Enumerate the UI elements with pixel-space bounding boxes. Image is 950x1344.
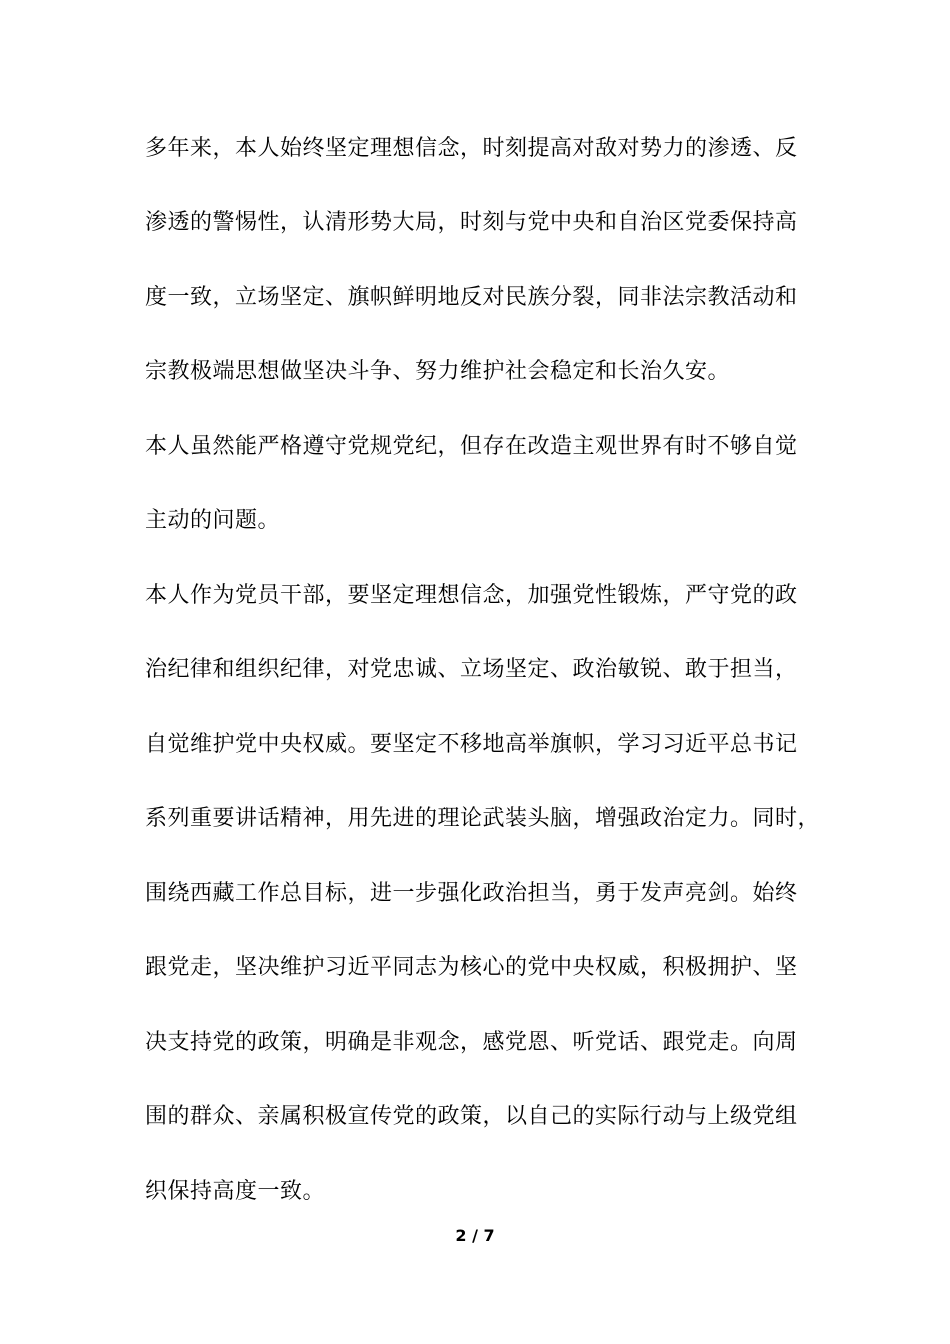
text-line: 度一致，立场坚定、旗帜鲜明地反对民族分裂，同非法宗教活动和 <box>145 285 798 310</box>
text-line: 宗教极端思想做坚决斗争、努力维护社会稳定和长治久安。 <box>145 359 731 384</box>
text-line: 围绕西藏工作总目标，进一步强化政治担当，勇于发声亮剑。始终 <box>145 881 798 906</box>
text-line: 本人作为党员干部，要坚定理想信念，加强党性锻炼，严守党的政 <box>145 583 798 608</box>
text-line: 本人虽然能严格遵守党规党纪，但存在改造主观世界有时不够自觉 <box>145 434 798 459</box>
text-line: 渗透的警惕性，认清形势大局，时刻与党中央和自治区党委保持高 <box>145 210 798 235</box>
text-line: 跟党走，坚决维护习近平同志为核心的党中央权威，积极拥护、坚 <box>145 955 798 980</box>
text-line: 多年来，本人始终坚定理想信念，时刻提高对敌对势力的渗透、反 <box>145 136 798 161</box>
text-line: 治纪律和组织纪律，对党忠诚、立场坚定、政治敏锐、敢于担当， <box>145 657 798 682</box>
page-number: 2 / 7 <box>455 1226 495 1245</box>
text-line: 主动的问题。 <box>145 508 281 533</box>
text-line: 围的群众、亲属积极宣传党的政策，以自己的实际行动与上级党组 <box>145 1104 798 1129</box>
text-line: 决支持党的政策，明确是非观念，感党恩、听党话、跟党走。向周 <box>145 1030 798 1055</box>
text-line: 自觉维护党中央权威。要坚定不移地高举旗帜，学习习近平总书记 <box>145 732 798 757</box>
text-line: 系列重要讲话精神，用先进的理论武装头脑，增强政治定力。同时， <box>145 806 821 831</box>
text-line: 织保持高度一致。 <box>145 1179 326 1204</box>
